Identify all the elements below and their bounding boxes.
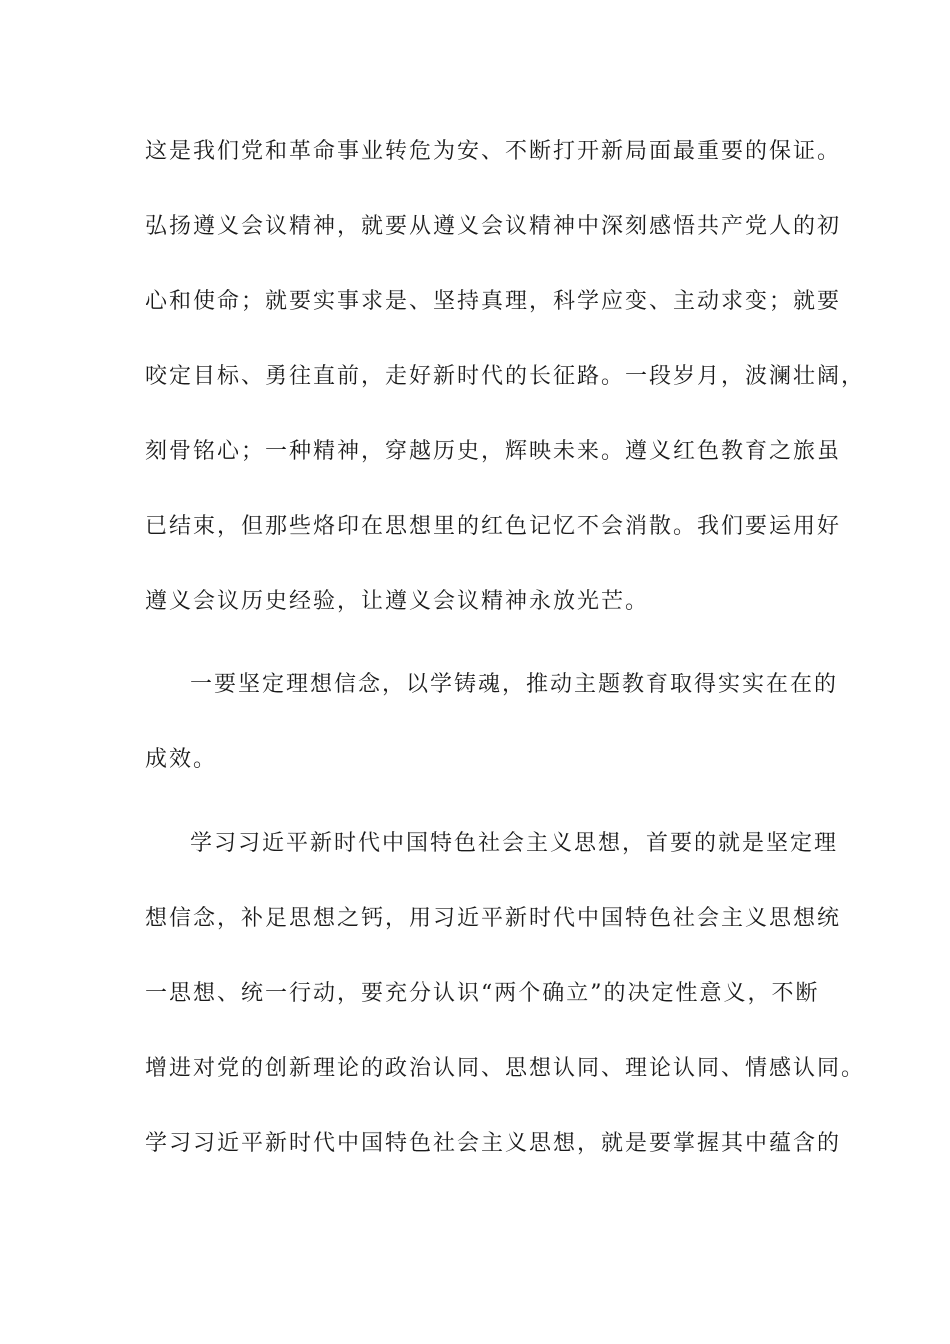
text-line: 弘扬遵义会议精神，就要从遵义会议精神中深刻感悟共产党人的初 <box>145 214 842 239</box>
text-line: 学习习近平新时代中国特色社会主义思想，首要的就是坚定理 <box>190 831 839 856</box>
text-line: 咬定目标、勇往直前，走好新时代的长征路。一段岁月，波澜壮阔， <box>145 364 866 389</box>
paragraph-heading-line: 成效。 <box>145 747 218 772</box>
text-line: 学习习近平新时代中国特色社会主义思想，就是要掌握其中蕴含的 <box>145 1131 842 1156</box>
text-line: 心和使命；就要实事求是、坚持真理，科学应变、主动求变；就要 <box>145 289 842 314</box>
text-line: 遵义会议历史经验，让遵义会议精神永放光芒。 <box>145 589 650 614</box>
paragraph-heading-line: 一要坚定理想信念，以学铸魂，推动主题教育取得实实在在的 <box>190 672 839 697</box>
text-line: 已结束，但那些烙印在思想里的红色记忆不会消散。我们要运用好 <box>145 514 842 539</box>
text-line: 一思想、统一行动，要充分认识“两个确立”的决定性意义，不断 <box>145 981 820 1006</box>
text-line: 想信念，补足思想之钙，用习近平新时代中国特色社会主义思想统 <box>145 906 842 931</box>
text-line: 增进对党的创新理论的政治认同、思想认同、理论认同、情感认同。 <box>145 1056 866 1081</box>
text-line: 这是我们党和革命事业转危为安、不断打开新局面最重要的保证。 <box>145 139 842 164</box>
text-line: 刻骨铭心；一种精神，穿越历史，辉映未来。遵义红色教育之旅虽 <box>145 439 842 464</box>
